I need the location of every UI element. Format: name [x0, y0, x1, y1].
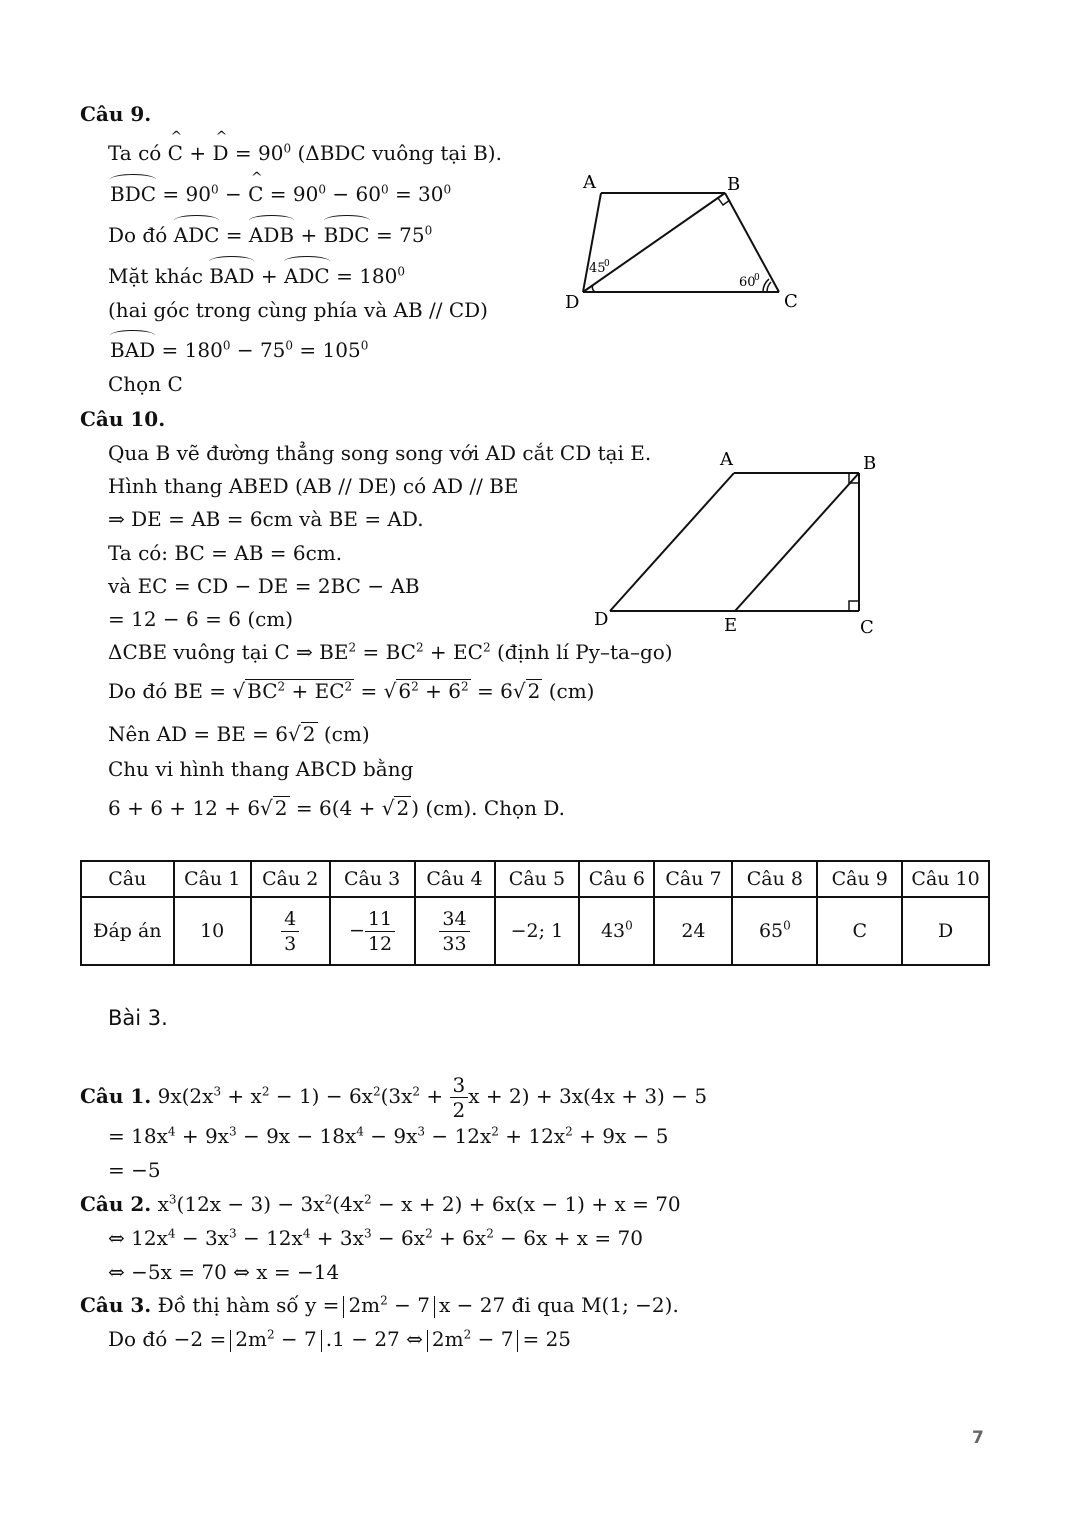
fraction — [365, 907, 395, 956]
row-label: Đáp án — [81, 897, 174, 965]
angle-d: ^ D — [212, 140, 228, 166]
angle-bdc: BDC — [110, 182, 157, 206]
cau10-line-11 — [108, 795, 565, 821]
abs-bar — [343, 1296, 344, 1318]
text: = 25 — [522, 1327, 572, 1351]
text: − 9x — [363, 1124, 418, 1148]
sup: 2 — [380, 1293, 388, 1308]
fraction — [450, 1073, 469, 1122]
header-cell: Câu 3 — [330, 861, 415, 897]
header-cell: Câu 9 — [817, 861, 902, 897]
text: − 1) − 6x — [269, 1084, 373, 1108]
text: Do đó BE = — [108, 679, 227, 703]
text: − 7 — [387, 1293, 430, 1317]
sqrt-sign: √ — [232, 679, 246, 703]
page-number: 7 — [972, 1428, 984, 1448]
numerator: 3 — [450, 1073, 469, 1098]
table-header-row — [81, 861, 989, 897]
bai3-cau3-line-2 — [108, 1326, 571, 1352]
bai3-cau2-line-3: ⇔ −5x = 70 ⇔ x = −14 — [108, 1260, 340, 1284]
text: = 18x — [108, 1124, 168, 1148]
text: Ta có — [108, 141, 162, 165]
text: = 180 — [161, 338, 223, 362]
text: 2m — [431, 1327, 464, 1351]
answer-cell: D — [902, 897, 989, 965]
sup: 2 — [412, 1084, 421, 1099]
cau9-line-2 — [110, 181, 451, 207]
sup: 2 — [324, 1192, 333, 1207]
answer-cell — [579, 897, 654, 965]
bai3-heading: Bài 3. — [108, 1006, 168, 1030]
sup: 3 — [363, 1226, 372, 1241]
header-cell: Câu 8 — [732, 861, 817, 897]
text: + 9x — [175, 1124, 229, 1148]
sup: 2 — [463, 1327, 472, 1342]
bai3-cau2-line-1 — [80, 1191, 681, 1217]
cau-title: Câu 2. — [80, 1192, 152, 1216]
sup: 2 — [261, 1084, 270, 1099]
label-a: A — [583, 172, 596, 193]
label-angle-c: 60 — [739, 275, 756, 290]
sqrt-sign: √ — [288, 722, 301, 746]
text: − 12x — [236, 1226, 303, 1250]
text: (4x — [332, 1192, 365, 1216]
radicand — [396, 679, 470, 702]
label-b: B — [863, 453, 877, 474]
edge-da — [610, 473, 734, 611]
angle-adc: ADC — [173, 223, 220, 247]
text: − 7 — [274, 1327, 317, 1351]
text: + 3x — [310, 1226, 364, 1250]
text: − 75 — [236, 338, 286, 362]
label-angle-d: 45 — [589, 261, 606, 276]
answer-cell — [732, 897, 817, 965]
angle-bdc: BDC — [323, 223, 370, 247]
radicand: 2 — [302, 722, 316, 746]
sup: 2 — [411, 679, 419, 694]
sup: 4 — [302, 1226, 311, 1241]
sqrt-sign: √ — [512, 679, 526, 703]
sup: 2 — [364, 1192, 372, 1207]
text: 6 — [398, 679, 412, 703]
abs-bar — [427, 1330, 428, 1352]
sup: 3 — [228, 1124, 237, 1139]
text: = — [360, 679, 378, 703]
right-angle-mark-c — [849, 601, 859, 611]
text: ) (cm). Chọn D. — [411, 796, 566, 820]
sup: 2 — [415, 640, 424, 655]
cau9-line-4 — [108, 263, 405, 289]
cau-title: Câu 3. — [80, 1293, 152, 1317]
text: + — [260, 264, 278, 288]
sup: 0 — [285, 338, 294, 353]
sup: 2 — [348, 640, 357, 655]
answer-table — [80, 860, 990, 966]
text: .1 − 27 ⇔ — [325, 1327, 423, 1351]
sup: 3 — [213, 1084, 222, 1099]
header-cell: Câu 5 — [495, 861, 580, 897]
sup: 0 — [424, 223, 433, 238]
header-cell: Câu — [81, 861, 174, 897]
angle-bad: BAD — [209, 264, 255, 288]
text: = 90 — [234, 141, 284, 165]
abs-bar — [321, 1330, 322, 1352]
answer-cell — [251, 897, 330, 965]
label-c: C — [784, 291, 798, 312]
radicand: 2 — [396, 796, 410, 820]
text: − 6x + x = 70 — [493, 1226, 643, 1250]
text: = 6(4 + — [295, 796, 376, 820]
text: BC — [247, 679, 278, 703]
text: (3x — [380, 1084, 413, 1108]
text: − 60 — [332, 182, 381, 206]
text: (định lí Py–ta–go) — [490, 640, 673, 664]
cau10-line-6: = 12 − 6 = 6 (cm) — [108, 607, 294, 631]
angle-c: ^ C — [248, 181, 263, 207]
denominator: 12 — [367, 932, 393, 955]
header-cell: Câu 1 — [174, 861, 251, 897]
text: 43 — [600, 920, 626, 942]
sup: 0 — [397, 264, 406, 279]
cau-title: Câu 1. — [80, 1084, 152, 1108]
sup: 2 — [266, 1327, 275, 1342]
text: = 30 — [394, 182, 444, 206]
bai3-cau1-line-1 — [80, 1073, 707, 1122]
text: + — [420, 1084, 444, 1108]
text: = 6 — [477, 679, 513, 703]
text: (ΔBDC vuông tại B). — [297, 141, 502, 165]
text: − x + 2) + 6x(x − 1) + x = 70 — [371, 1192, 681, 1216]
fraction — [281, 907, 299, 956]
text: − 3x — [175, 1226, 229, 1250]
header-cell: Câu 6 — [579, 861, 654, 897]
sup: 2 — [491, 1124, 499, 1139]
cau9-line-5: (hai góc trong cùng phía và AB // CD) — [108, 298, 488, 322]
answer-cell: −2; 1 — [495, 897, 580, 965]
label-b: B — [727, 174, 741, 195]
cau10-figure — [585, 445, 895, 640]
abs-bar — [434, 1296, 435, 1318]
angle-arc-c-2 — [767, 282, 771, 292]
sup: 0 — [380, 182, 389, 197]
text: 2m — [235, 1327, 267, 1351]
cau10-line-4: Ta có: BC = AB = 6cm. — [108, 541, 343, 565]
label-d: D — [565, 292, 580, 313]
text: + 12x — [498, 1124, 566, 1148]
cau10-line-9 — [108, 721, 370, 747]
diagonal-db — [583, 193, 725, 292]
radicand: 2 — [274, 796, 288, 820]
sup: 2 — [277, 679, 286, 694]
cau9-line-1 — [108, 140, 502, 166]
bai3-cau1-line-2 — [108, 1123, 668, 1149]
sup: 0 — [222, 338, 231, 353]
fraction — [439, 907, 469, 956]
cau10-line-5: và EC = CD − DE = 2BC − AB — [108, 574, 420, 598]
cau9-line-3 — [108, 222, 432, 248]
text: + — [300, 223, 318, 247]
sup: 4 — [167, 1124, 176, 1139]
sign: − — [349, 919, 365, 941]
label-angle-d-deg: 0 — [604, 259, 610, 269]
angle-adb: ADB — [248, 223, 295, 247]
sup: 0 — [443, 182, 452, 197]
text: Do đó — [108, 223, 168, 247]
abs-bar — [517, 1330, 518, 1352]
text: 2m — [348, 1293, 381, 1317]
denominator: 3 — [284, 932, 297, 955]
label-e: E — [724, 615, 738, 636]
text: + 6 — [418, 679, 461, 703]
text: = 75 — [375, 223, 425, 247]
text: = BC — [356, 640, 416, 664]
text: (12x − 3) − 3x — [176, 1192, 325, 1216]
numerator: 11 — [365, 907, 395, 932]
text: = 105 — [299, 338, 361, 362]
radicand: 2 — [527, 679, 541, 703]
text: x — [157, 1192, 169, 1216]
sup: 4 — [356, 1124, 364, 1139]
sup: 3 — [417, 1124, 426, 1139]
bai3-cau2-line-2 — [108, 1225, 643, 1251]
radicand — [245, 679, 354, 702]
sup: 4 — [167, 1226, 176, 1241]
text: − 9x − 18x — [236, 1124, 357, 1148]
text: + EC — [423, 640, 483, 664]
text: x − 27 đi qua M(1; −2). — [438, 1293, 679, 1317]
text: = 90 — [162, 182, 211, 206]
label-a: A — [720, 449, 733, 470]
text: + — [189, 141, 207, 165]
cau9-line-7: Chọn C — [108, 372, 183, 396]
text: x + 2) + 3x(4x + 3) − 5 — [468, 1084, 708, 1108]
answer-cell: C — [817, 897, 902, 965]
text: + EC — [285, 679, 345, 703]
text: Đồ thị hàm số y = — [157, 1293, 340, 1317]
sup: 2 — [425, 1226, 433, 1241]
angle-arc-d — [592, 285, 595, 292]
text: (cm) — [323, 722, 370, 746]
text: = — [225, 223, 243, 247]
cau9-figure — [555, 165, 815, 315]
sqrt-sign: √ — [383, 679, 397, 703]
bai3-cau1-line-3: = −5 — [108, 1158, 161, 1182]
text: = 90 — [269, 182, 319, 206]
segment-be — [735, 473, 859, 611]
denominator: 33 — [442, 932, 467, 955]
text: − 12x — [425, 1124, 492, 1148]
edge-da — [583, 193, 601, 292]
sup: 0 — [318, 182, 326, 197]
text: − 6x — [371, 1226, 426, 1250]
header-cell: Câu 4 — [415, 861, 495, 897]
text: ΔCBE vuông tại C ⇒ BE — [108, 640, 349, 664]
text: (cm) — [548, 679, 595, 703]
cau9-title: Câu 9. — [80, 102, 152, 126]
header-cell: Câu 10 — [902, 861, 989, 897]
table-answer-row — [81, 897, 989, 965]
numerator: 4 — [281, 907, 299, 932]
angle-bad: BAD — [110, 338, 156, 362]
sup: 2 — [344, 679, 353, 694]
text: Nên AD = BE = 6 — [108, 722, 289, 746]
cau10-line-10: Chu vi hình thang ABCD bằng — [108, 757, 414, 781]
sup: 3 — [168, 1192, 177, 1207]
label-c: C — [860, 617, 874, 638]
text: + 9x − 5 — [572, 1124, 669, 1148]
text: − — [224, 182, 242, 206]
text: Mặt khác — [108, 264, 203, 288]
cau10-line-8 — [108, 678, 594, 704]
bai3-cau3-line-1 — [80, 1292, 679, 1318]
text: ⇔ 12x — [108, 1226, 168, 1250]
sup: 2 — [482, 640, 491, 655]
cau10-line-7 — [108, 639, 673, 665]
text: + x — [221, 1084, 262, 1108]
sqrt-sign: √ — [381, 796, 395, 820]
answer-cell — [415, 897, 495, 965]
sup: 0 — [283, 141, 292, 156]
sqrt-sign: √ — [260, 796, 273, 820]
answer-cell — [330, 897, 415, 965]
text: = 180 — [336, 264, 398, 288]
text: + 6x — [432, 1226, 487, 1250]
text: 9x(2x — [157, 1084, 214, 1108]
text: − 7 — [471, 1327, 514, 1351]
sup: 0 — [625, 918, 633, 933]
sup: 2 — [565, 1124, 573, 1139]
denominator: 2 — [452, 1098, 466, 1122]
angle-c: ^ C — [168, 140, 183, 166]
header-cell: Câu 7 — [654, 861, 732, 897]
label-angle-c-deg: 0 — [754, 273, 760, 283]
cau10-line-2: Hình thang ABED (AB // DE) có AD // BE — [108, 474, 519, 498]
sup: 2 — [461, 679, 469, 694]
sup: 0 — [360, 338, 369, 353]
answer-cell: 24 — [654, 897, 732, 965]
cau10-line-3: ⇒ DE = AB = 6cm và BE = AD. — [108, 507, 424, 531]
sup: 0 — [783, 918, 791, 933]
sup: 2 — [486, 1226, 494, 1241]
text: 65 — [758, 920, 784, 942]
text: Do đó −2 = — [108, 1327, 227, 1351]
cau10-line-1: Qua B vẽ đường thẳng song song với AD cắt CD tại E. — [108, 441, 652, 465]
sup: 2 — [372, 1084, 381, 1099]
text: 6 + 6 + 12 + 6 — [108, 796, 261, 820]
header-cell: Câu 2 — [251, 861, 330, 897]
label-d: D — [594, 609, 609, 630]
numerator: 34 — [439, 907, 469, 932]
sup: 3 — [228, 1226, 237, 1241]
cau9-line-6 — [110, 337, 368, 363]
abs-bar — [230, 1330, 231, 1352]
sup: 0 — [210, 182, 219, 197]
angle-adc: ADC — [283, 264, 330, 288]
cau10-title: Câu 10. — [80, 407, 166, 431]
answer-cell: 10 — [174, 897, 251, 965]
